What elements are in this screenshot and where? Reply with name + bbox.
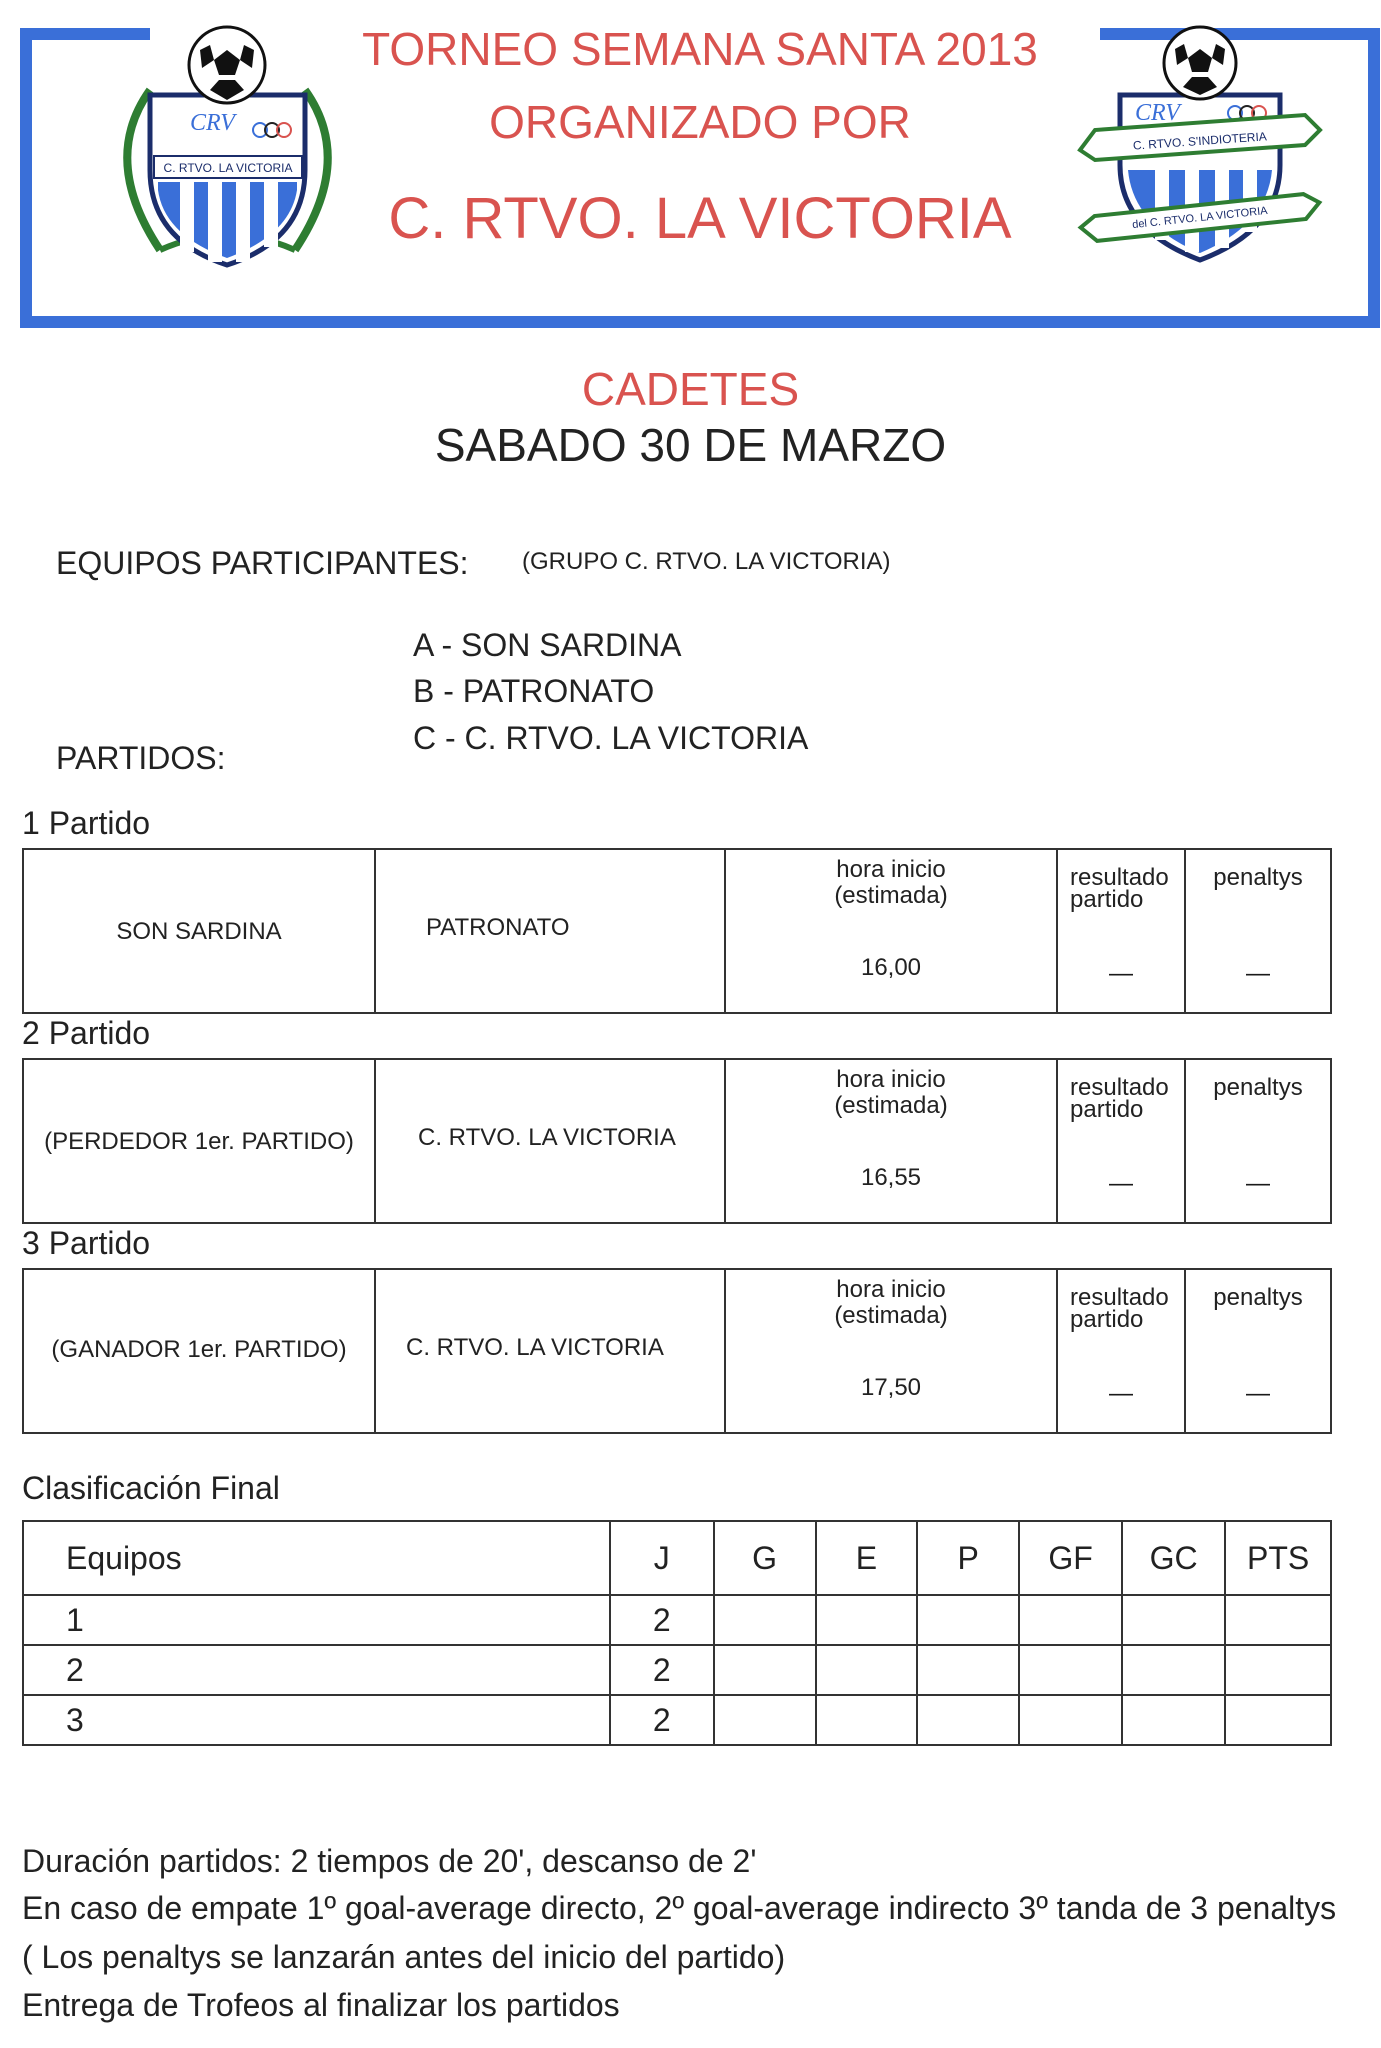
time-cell — [726, 1060, 1058, 1222]
home-team: (PERDEDOR 1er. PARTIDO) — [44, 1128, 354, 1155]
match-title: 1 Partido — [22, 805, 151, 841]
table-cell — [816, 1595, 918, 1645]
event-date: SABADO 30 DE MARZO — [434, 419, 947, 471]
away-cell — [376, 1270, 726, 1432]
column-header: GF — [1019, 1521, 1122, 1595]
table-cell — [917, 1645, 1019, 1695]
footer-note: Duración partidos: 2 tiempos de 20', descanso de 2' — [22, 1843, 757, 1879]
away-team: C. RTVO. LA VICTORIA — [418, 1124, 676, 1151]
result-value: — — [1109, 1380, 1133, 1407]
column-header: Equipos — [23, 1521, 610, 1595]
penalty-value: — — [1246, 1170, 1270, 1197]
table-cell — [1122, 1695, 1225, 1745]
home-team: (GANADOR 1er. PARTIDO) — [51, 1336, 347, 1363]
column-header: J — [610, 1521, 714, 1595]
classification-title: Clasificación Final — [22, 1470, 280, 1506]
table-cell: 3 — [23, 1695, 610, 1745]
shield-stripe-2 — [208, 182, 222, 262]
table-cell — [816, 1645, 918, 1695]
table-cell — [1122, 1595, 1225, 1645]
start-time: 16,00 — [860, 954, 922, 981]
result-value: — — [1109, 960, 1133, 987]
footer-note: ( Los penaltys se lanzarán antes del inicio del partido) — [22, 1939, 786, 1975]
match-table — [22, 1058, 1332, 1224]
result-label: resultado — [1070, 864, 1169, 891]
table-cell: 1 — [23, 1595, 610, 1645]
matches-label: PARTIDOS: — [56, 740, 226, 776]
team-item: B - PATRONATO — [413, 673, 655, 709]
table-cell: 2 — [610, 1645, 714, 1695]
home-cell — [24, 1060, 376, 1222]
away-cell — [376, 1060, 726, 1222]
table-cell — [1122, 1645, 1225, 1695]
teams-label: EQUIPOS PARTICIPANTES: — [56, 545, 469, 581]
table-row — [23, 1595, 1331, 1645]
match-table — [22, 1268, 1332, 1434]
category-title: CADETES — [581, 363, 800, 415]
match-title: 3 Partido — [22, 1225, 151, 1261]
penalty-label: penaltys — [1213, 864, 1303, 891]
organizer-name: C. RTVO. LA VICTORIA — [388, 186, 1012, 251]
logo-right-initials: CRV — [1135, 100, 1180, 126]
match-title: 2 Partido — [22, 1015, 151, 1051]
result-label: resultado — [1070, 1074, 1169, 1101]
table-cell — [1225, 1645, 1331, 1695]
team-item: C - C. RTVO. LA VICTORIA — [413, 720, 809, 756]
penalty-cell — [1186, 1060, 1330, 1222]
home-cell — [24, 850, 376, 1012]
column-header: GC — [1122, 1521, 1225, 1595]
column-header: PTS — [1225, 1521, 1331, 1595]
result-label-2: partido — [1070, 1096, 1144, 1123]
time-label: hora inicio — [836, 1066, 946, 1093]
time-label-2: (estimada) — [834, 1302, 948, 1329]
shield-stripe-3 — [236, 182, 250, 262]
table-row — [23, 1645, 1331, 1695]
club-logo-right — [1075, 15, 1325, 265]
start-time: 16,55 — [860, 1164, 922, 1191]
footer-note: En caso de empate 1º goal-average directo, 2º goal-average indirecto 3º tanda de 3 penaltys — [22, 1890, 1337, 1926]
start-time: 17,50 — [860, 1374, 922, 1401]
column-header: G — [714, 1521, 816, 1595]
home-cell — [24, 1270, 376, 1432]
penalty-label: penaltys — [1213, 1074, 1303, 1101]
result-value: — — [1109, 1170, 1133, 1197]
table-cell — [1019, 1695, 1122, 1745]
table-row — [23, 1695, 1331, 1745]
time-cell — [726, 850, 1058, 1012]
table-cell — [917, 1695, 1019, 1745]
penalty-value: — — [1246, 1380, 1270, 1407]
shield-stripe-1 — [180, 182, 194, 252]
table-header-row — [23, 1521, 1331, 1595]
time-label-2: (estimada) — [834, 882, 948, 909]
result-cell — [1058, 1060, 1186, 1222]
table-cell — [1225, 1595, 1331, 1645]
table-cell — [917, 1595, 1019, 1645]
logo-left-label: C. RTVO. LA VICTORIA — [163, 161, 293, 175]
organized-by: ORGANIZADO POR — [489, 96, 911, 148]
table-cell: 2 — [610, 1695, 714, 1745]
table-cell — [1019, 1645, 1122, 1695]
shield-stripe-4 — [264, 182, 278, 247]
match-table — [22, 848, 1332, 1014]
penalty-cell — [1186, 1270, 1330, 1432]
penalty-value: — — [1246, 960, 1270, 987]
logo-right-ribbon-bottom-text: del C. RTVO. LA VICTORIA — [1131, 204, 1269, 232]
group-label: (GRUPO C. RTVO. LA VICTORIA) — [522, 548, 891, 575]
table-cell: 2 — [610, 1595, 714, 1645]
result-label: resultado — [1070, 1284, 1169, 1311]
classification-table — [22, 1520, 1332, 1746]
time-label: hora inicio — [836, 1276, 946, 1303]
table-cell — [714, 1645, 816, 1695]
table-cell — [1019, 1595, 1122, 1645]
penalty-label: penaltys — [1213, 1284, 1303, 1311]
home-team: SON SARDINA — [116, 918, 282, 945]
table-cell — [714, 1695, 816, 1745]
result-cell — [1058, 850, 1186, 1012]
time-label: hora inicio — [836, 856, 946, 883]
tournament-title: TORNEO SEMANA SANTA 2013 — [362, 23, 1038, 75]
table-cell — [1225, 1695, 1331, 1745]
logo-left-initials: CRV — [190, 110, 235, 136]
table-cell — [714, 1595, 816, 1645]
column-header: P — [917, 1521, 1019, 1595]
away-cell — [376, 850, 726, 1012]
team-item: A - SON SARDINA — [413, 627, 682, 663]
penalty-cell — [1186, 850, 1330, 1012]
table-cell — [816, 1695, 918, 1745]
table-cell: 2 — [23, 1645, 610, 1695]
column-header: E — [816, 1521, 918, 1595]
logo-right-ribbon-top-text: C. RTVO. S'INDIOTERIA — [1132, 129, 1268, 153]
footer-note: Entrega de Trofeos al finalizar los partidos — [22, 1987, 620, 2023]
time-label-2: (estimada) — [834, 1092, 948, 1119]
away-team: C. RTVO. LA VICTORIA — [406, 1334, 664, 1361]
result-label-2: partido — [1070, 886, 1144, 913]
time-cell — [726, 1270, 1058, 1432]
away-team: PATRONATO — [426, 914, 570, 941]
result-label-2: partido — [1070, 1306, 1144, 1333]
result-cell — [1058, 1270, 1186, 1432]
